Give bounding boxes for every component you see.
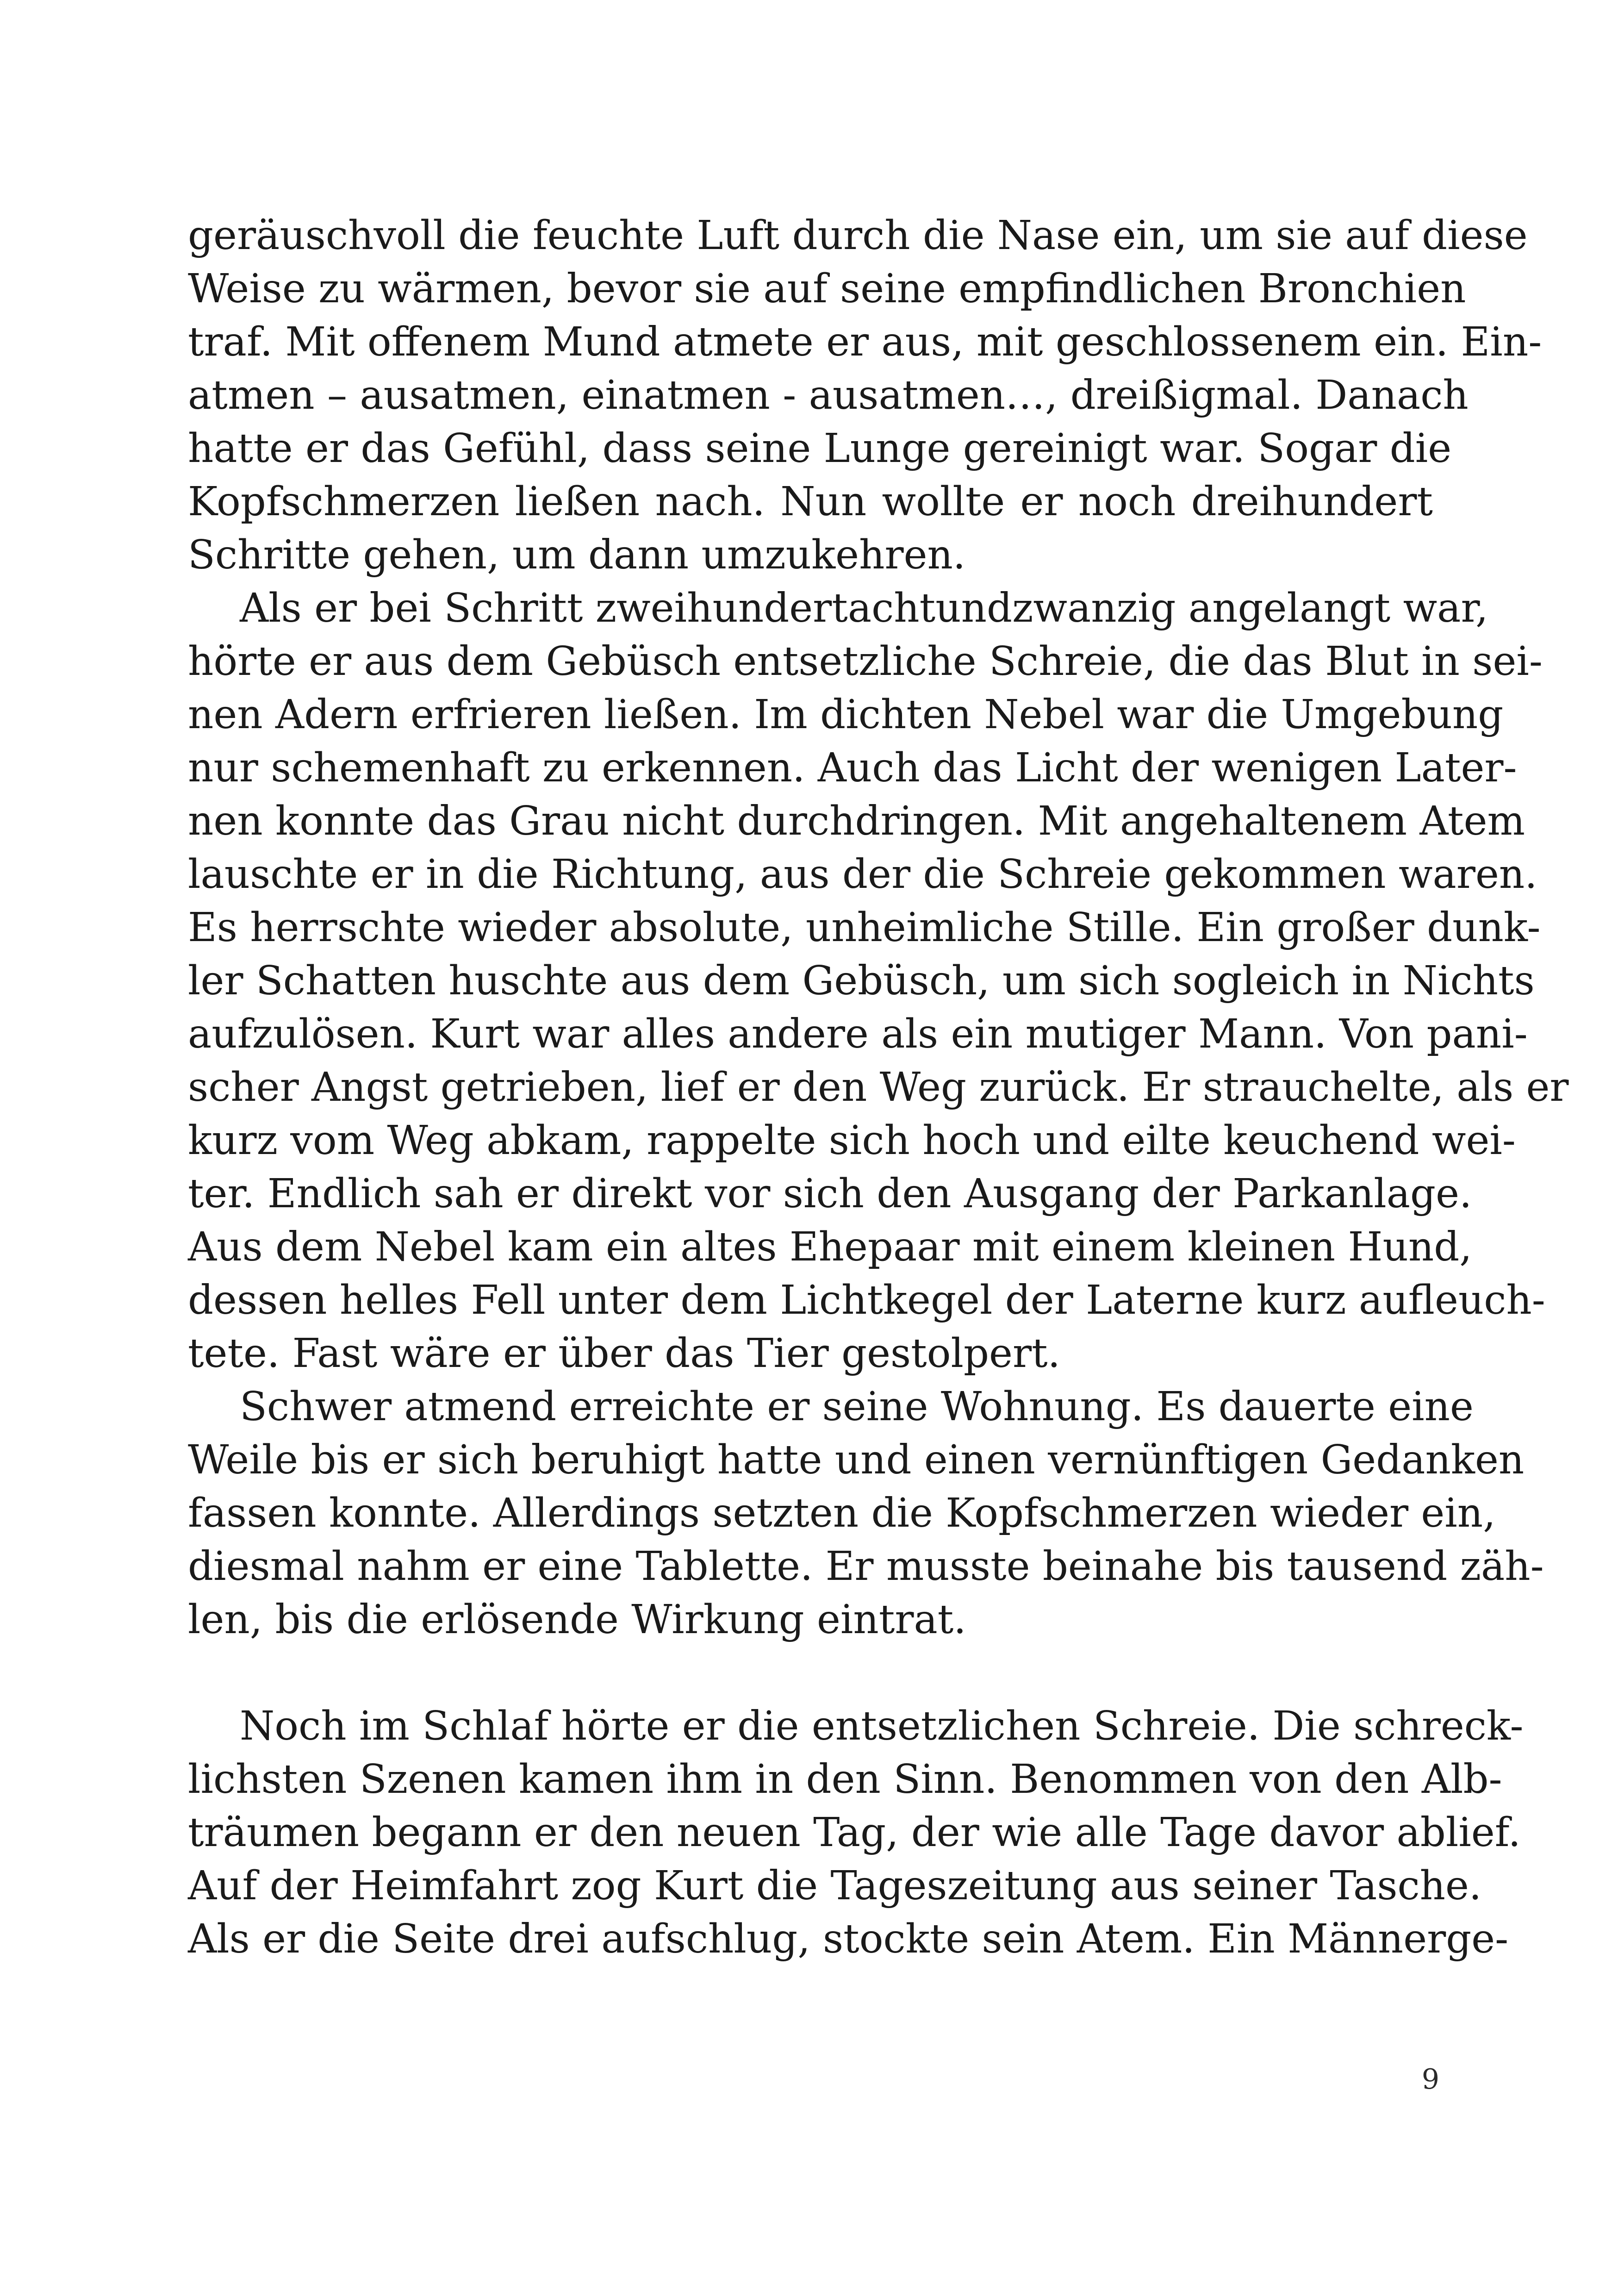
text-line: Weise zu wärmen, bevor sie auf seine empfindlichen Bronchien — [188, 266, 1466, 312]
text-line: Als er die Seite drei aufschlug, stockte sein Atem. Ein Männerge- — [188, 1916, 1509, 1962]
text-line: Schritte gehen, um dann umzukehren. — [188, 532, 966, 578]
text-line: fassen konnte. Allerdings setzten die Kopfschmerzen wieder ein, — [188, 1490, 1496, 1536]
text-line: Aus dem Nebel kam ein altes Ehepaar mit einem kleinen Hund, — [188, 1224, 1472, 1270]
text-line: hatte er das Gefühl, dass seine Lunge gereinigt war. Sogar die — [188, 425, 1452, 472]
text-line: len, bis die erlösende Wirkung eintrat. — [188, 1597, 966, 1643]
text-line: Weile bis er sich beruhigt hatte und einen vernünftigen Gedanken — [188, 1437, 1525, 1483]
text-line: scher Angst getrieben, lief er den Weg zurück. Er strauchelte, als er — [188, 1064, 1569, 1111]
text-line: Kopfschmerzen ließen nach. Nun wollte er noch dreihundert — [188, 479, 1433, 525]
text-line: Noch im Schlaf hörte er die entsetzlichen Schreie. Die schreck- — [240, 1703, 1524, 1749]
text-line: Als er bei Schritt zweihundertachtundzwanzig angelangt war, — [240, 585, 1488, 631]
text-line: hörte er aus dem Gebüsch entsetzliche Schreie, die das Blut in sei- — [188, 638, 1543, 685]
text-line: dessen helles Fell unter dem Lichtkegel der Laterne kurz aufleuch- — [188, 1277, 1545, 1323]
text-line: atmen – ausatmen, einatmen - ausatmen…, dreißigmal. Danach — [188, 372, 1469, 418]
page-number: 9 — [1421, 2063, 1439, 2096]
text-line: träumen begann er den neuen Tag, der wie alle Tage davor ablief. — [188, 1809, 1521, 1856]
paragraph-4 — [188, 1700, 1524, 1966]
text-line: nen konnte das Grau nicht durchdringen. Mit angehaltenem Atem — [188, 798, 1525, 844]
text-line: geräuschvoll die feuchte Luft durch die Nase ein, um sie auf diese — [188, 212, 1528, 259]
text-line: kurz vom Weg abkam, rappelte sich hoch und eilte keuchend wei- — [188, 1117, 1516, 1164]
text-line: traf. Mit offenem Mund atmete er aus, mit geschlossenem ein. Ein- — [188, 319, 1542, 365]
text-line: lichsten Szenen kamen ihm in den Sinn. Benommen von den Alb- — [188, 1756, 1502, 1803]
body-text — [188, 209, 1569, 1966]
text-line: Es herrschte wieder absolute, unheimliche Stille. Ein großer dunk- — [188, 905, 1541, 951]
paragraph-3 — [188, 1380, 1544, 1647]
text-line: Auf der Heimfahrt zog Kurt die Tageszeitung aus seiner Tasche. — [188, 1863, 1482, 1909]
text-line: nur schemenhaft zu erkennen. Auch das Licht der wenigen Later- — [188, 745, 1517, 791]
text-line: aufzulösen. Kurt war alles andere als ein mutiger Mann. Von pani- — [188, 1011, 1528, 1057]
paragraph-1 — [188, 209, 1542, 582]
paragraph-2 — [188, 582, 1569, 1380]
section-break — [188, 1647, 1433, 1700]
text-line: ter. Endlich sah er direkt vor sich den Ausgang der Parkanlage. — [188, 1171, 1472, 1217]
text-line: tete. Fast wäre er über das Tier gestolpert. — [188, 1330, 1060, 1377]
text-line: ler Schatten huschte aus dem Gebüsch, um sich sogleich in Nichts — [188, 958, 1535, 1004]
text-line: Schwer atmend erreichte er seine Wohnung. Es dauerte eine — [240, 1384, 1474, 1430]
text-line: nen Adern erfrieren ließen. Im dichten Nebel war die Umgebung — [188, 692, 1504, 738]
text-line: lauschte er in die Richtung, aus der die Schreie gekommen waren. — [188, 851, 1537, 898]
text-line: diesmal nahm er eine Tablette. Er musste beinahe bis tausend zäh- — [188, 1543, 1544, 1590]
